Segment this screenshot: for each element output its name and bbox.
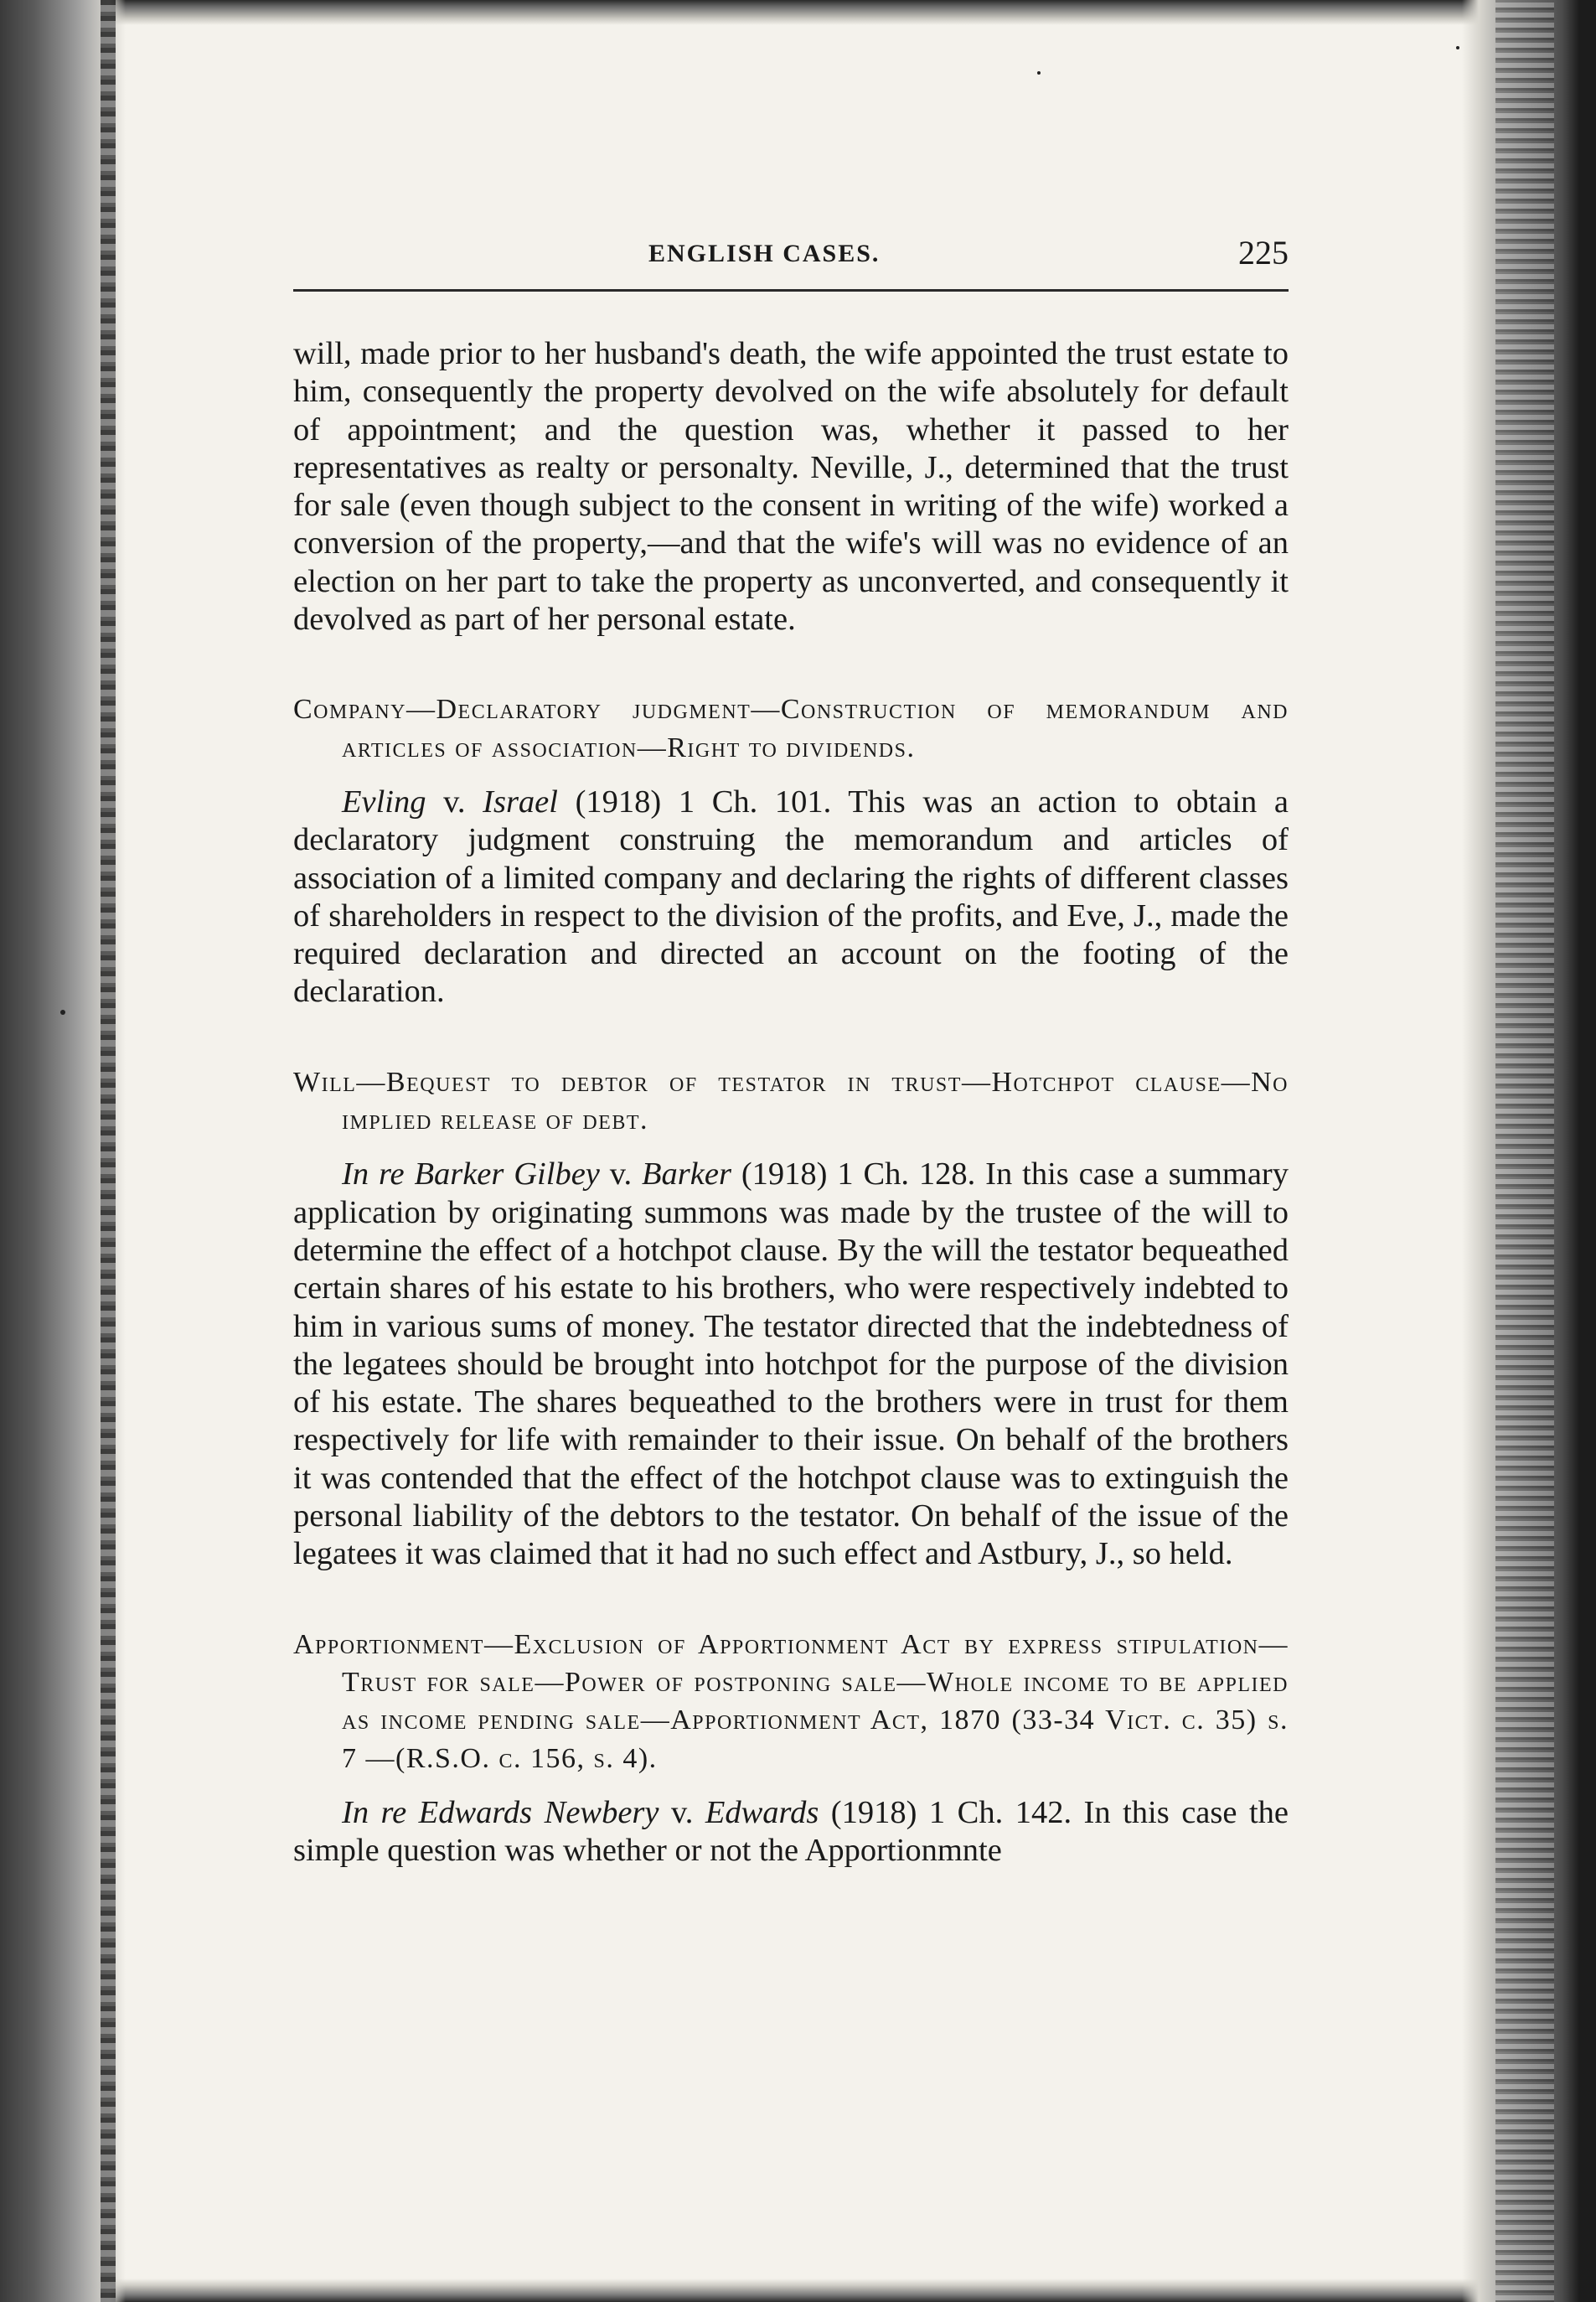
case-versus: v.	[599, 1156, 643, 1192]
section-heading: Will—Bequest to debtor of testator in trust—Hotchpot clause—No implied release of debt.	[293, 1066, 1289, 1136]
case-title: Edwards	[705, 1794, 819, 1830]
page-body	[293, 335, 1289, 1870]
case-paragraph	[293, 784, 1289, 1011]
case-title: Barker	[642, 1156, 731, 1192]
case-title: In re Barker Gilbey	[342, 1156, 600, 1192]
case-citation: (1918) 1 Ch. 142.	[819, 1794, 1072, 1830]
case-versus: v.	[659, 1794, 705, 1830]
running-head: ENGLISH CASES.	[648, 240, 881, 267]
scan-edge-left	[0, 0, 126, 2302]
scan-edge-bottom	[0, 2279, 1596, 2302]
case-title: In re Edwards Newbery	[342, 1794, 659, 1830]
case-paragraph	[293, 1794, 1289, 1870]
page-header	[293, 233, 1289, 275]
header-rule	[293, 289, 1289, 292]
continuation-paragraph: will, made prior to her husband's death, the wife appointed the trust estate to him, consequently the property devolved on the wife absolutely for default of appointment; and the question was, whether it passed to her representatives as realty or personalty. Neville, J., determined that the trust for sale (even though subject to the consent in writing of the wife) worked a conversion of the property,—and that the wife's will was no evidence of an election on her part to take the property as unconverted, and consequently it devolved as part of her personal estate.	[293, 336, 1289, 638]
case-title: Israel	[483, 784, 558, 820]
case-text: In this case a summary application by originating summons was made by the trustee of the will to determine the effect of a hotchpot clause. By the will the testator bequeathed certain shares of his estate to his brothers, who were respectively indebted to him in various sums of money. The testator directed that the indebtedness of the legatees should be brought into hotchpot for the purpose of the division of his estate. The shares bequeathed to the brothers were in trust for them respectively for life with remainder to their issue. On behalf of the brothers it was contended that the effect of the hotchpot clause was to extinguish the personal liability of the debtors to the testator. On behalf of the issue of the legatees it was claimed that it had no such effect and Astbury, J., so held.	[293, 1156, 1289, 1572]
case-citation: (1918) 1 Ch. 101.	[557, 784, 832, 820]
page-number: 225	[1238, 234, 1289, 272]
case-paragraph	[293, 1156, 1289, 1573]
section-heading: Company—Declaratory judgment—Construction of memorandum and articles of association—Right to dividends.	[293, 694, 1289, 763]
scan-speck	[60, 1010, 65, 1015]
case-text: In this case the simple question was whether or not the Apportionmnte	[293, 1794, 1289, 1869]
case-text: This was an action to obtain a declaratory judgment construing the memorandum and articles of association of a limited company and declaring the rights of different classes of shareholders in respect to the division of the profits, and Eve, J., made the required declaration and directed an account on the footing of the declaration.	[293, 784, 1289, 1010]
case-title: Evling	[342, 784, 426, 820]
scan-edge-right	[1462, 0, 1596, 2302]
scan-speck	[1456, 46, 1459, 49]
section-heading: Apportionment—Exclusion of Apportionment Act by express stipulation—Trust for sale—Power of postponing sale—Whole income to be applied as income pending sale—Apportionment Act, 1870 (33-34 Vict. c. 35) s. 7 —(R.S.O. c. 156, s. 4).	[293, 1628, 1289, 1774]
case-versus: v.	[426, 784, 483, 820]
scan-edge-top	[0, 0, 1596, 25]
scan-speck	[1037, 71, 1041, 75]
case-citation: (1918) 1 Ch. 128.	[731, 1156, 976, 1192]
